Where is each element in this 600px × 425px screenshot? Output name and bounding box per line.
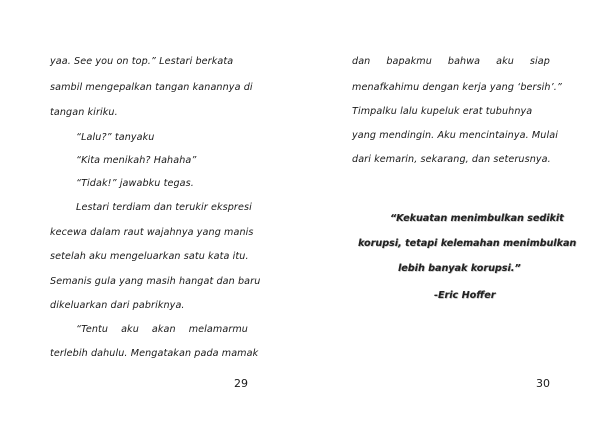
quote-line-3: lebih banyak korupsi.” (398, 263, 521, 274)
quote-line-2: korupsi, tetapi kelemahan menimbulkan (358, 238, 577, 249)
text-line-8: kecewa dalam raut wajahnya yang manis (50, 227, 254, 238)
text-line-5: “Kita menikah? Hahaha” (76, 155, 197, 166)
text-line-5: dari kemarin, sekarang, dan seterusnya. (352, 154, 551, 165)
text-line-11: dikeluarkan dari pabriknya. (50, 300, 185, 311)
text-line-9: setelah aku mengeluarkan satu kata itu. (50, 251, 249, 262)
quote-line-1: “Kekuatan menimbulkan sedikit (390, 213, 564, 224)
word: aku (121, 324, 139, 335)
text-line-2: sambil mengepalkan tangan kanannya di (50, 82, 253, 93)
text-line-12 (76, 324, 248, 336)
word: melamarmu (188, 324, 248, 335)
page-number-right: 30 (536, 377, 550, 390)
text-line-7: Lestari terdiam dan terukir ekspresi (76, 202, 252, 213)
text-line-1: yaa. See you on top.” Lestari berkata (50, 56, 234, 67)
text-line-1 (352, 56, 550, 68)
text-line-13: terlebih dahulu. Mengatakan pada mamak (50, 348, 259, 359)
page-number-left: 29 (234, 377, 248, 390)
word: akan (151, 324, 176, 335)
right-page (300, 0, 600, 425)
text-line-6: “Tidak!” jawabku tegas. (76, 178, 194, 189)
word: “Tentu (76, 324, 109, 335)
text-line-3: Timpalku lalu kupeluk erat tubuhnya (352, 106, 533, 117)
text-line-4: “Lalu?” tanyaku (76, 132, 155, 143)
word: siap (529, 56, 550, 67)
text-line-4: yang mendingin. Aku mencintainya. Mulai (352, 130, 558, 141)
word: bahwa (447, 56, 481, 67)
word: dan (352, 56, 371, 67)
text-line-10: Semanis gula yang masih hangat dan baru (50, 276, 261, 287)
word: bapakmu (386, 56, 432, 67)
quote-author: -Eric Hoffer (434, 290, 496, 301)
text-line-3: tangan kiriku. (50, 107, 118, 118)
word: aku (496, 56, 514, 67)
text-line-2: menafkahimu dengan kerja yang ‘bersih’.” (352, 82, 562, 93)
